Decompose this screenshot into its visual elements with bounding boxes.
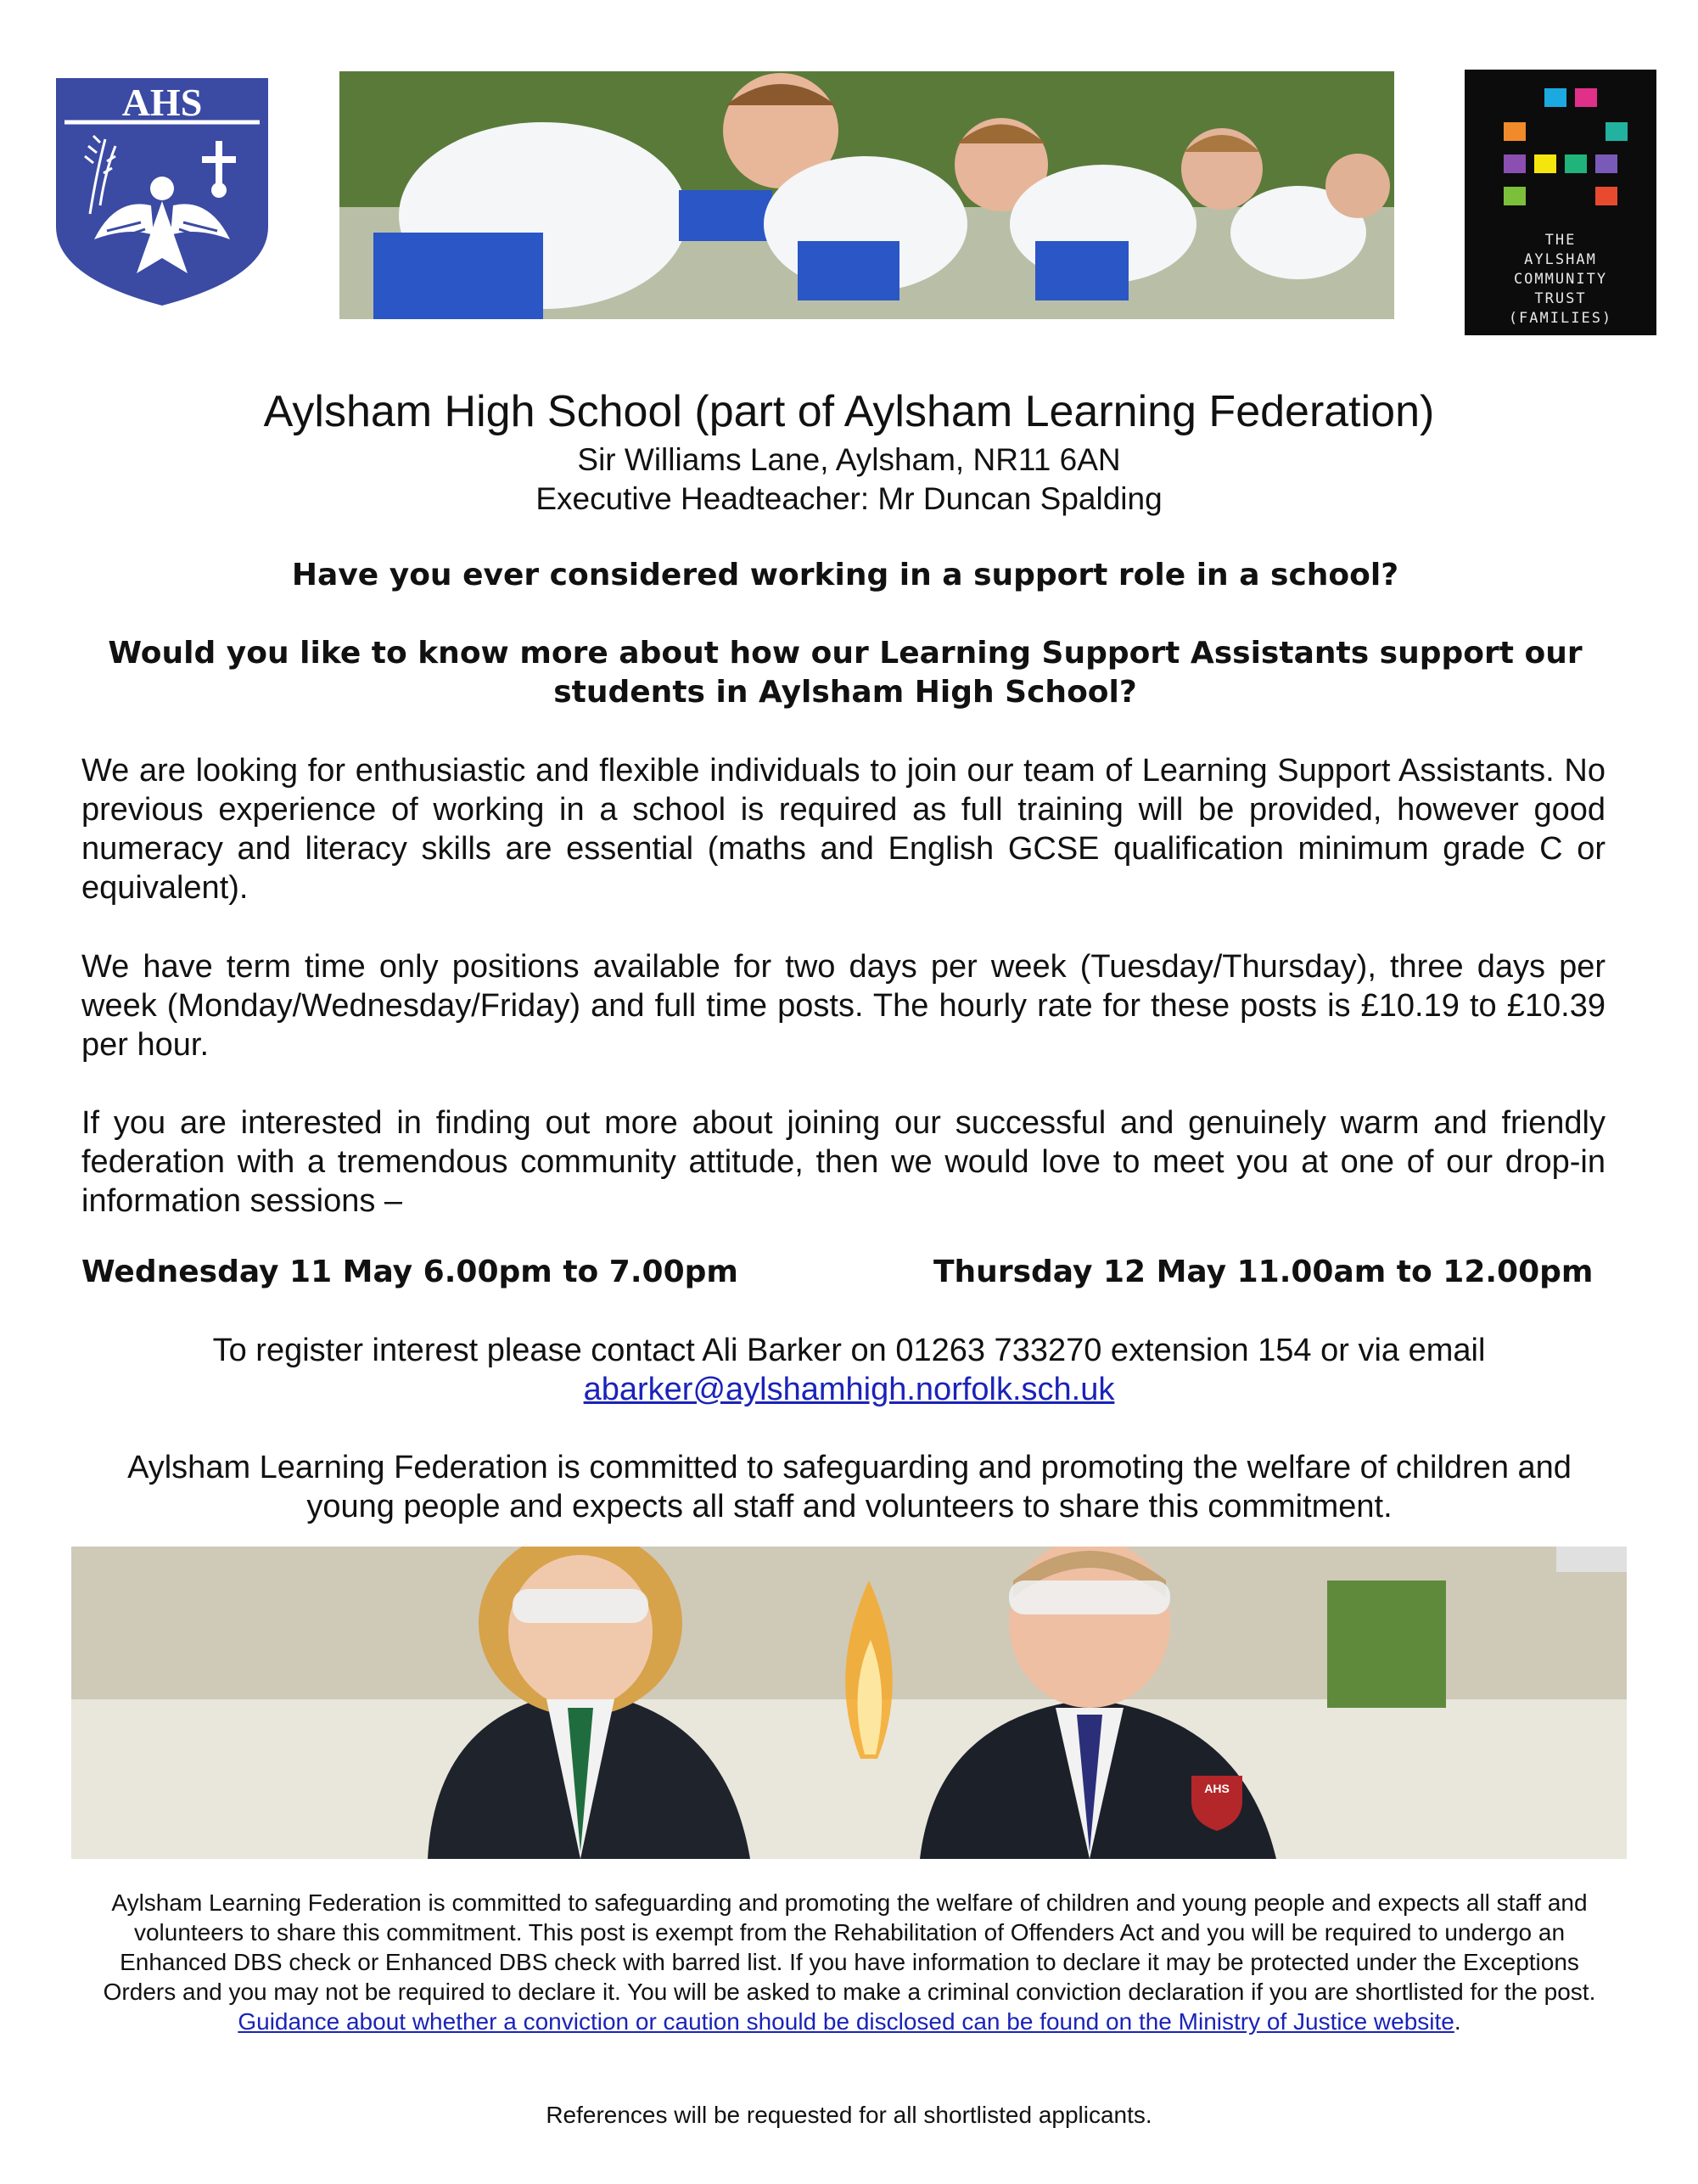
session-thursday: Thursday 12 May 11.00am to 12.00pm bbox=[933, 1255, 1594, 1289]
safeguarding-statement: Aylsham Learning Federation is committed to safeguarding and promoting the welfare of children and young people and expects all staff and volunteers to share this commitment. bbox=[127, 1450, 1572, 1524]
school-address: Sir Williams Lane, Aylsham, NR11 6AN bbox=[577, 442, 1121, 477]
contact-block bbox=[0, 1331, 1698, 1409]
community-trust-logo bbox=[1465, 70, 1656, 335]
school-crest-logo bbox=[56, 78, 268, 307]
paragraph-looking-for: We are looking for enthusiastic and flexible individuals to join our team of Learning Support Assistants. No previous experience of working in a school is required as full training will be provided, however good numeracy and literacy skills are essential (maths and English GCSE qualification minimum grade C or equivalent). bbox=[81, 753, 1606, 906]
footer-legal bbox=[81, 1888, 1617, 2036]
moj-guidance-link[interactable]: Guidance about whether a conviction or caution should be disclosed can be found on the Ministry of Justice website bbox=[238, 2008, 1454, 2035]
paragraph-interested: If you are interested in finding out more about joining our successful and genuinely warm and friendly federation with a tremendous community attitude, then we would love to meet you at one of our drop-in information sessions – bbox=[81, 1105, 1606, 1219]
headteacher: Executive Headteacher: Mr Duncan Spalding bbox=[535, 481, 1163, 516]
email-link[interactable]: abarker@aylshamhigh.norfolk.sch.uk bbox=[583, 1372, 1115, 1407]
contact-text: To register interest please contact Ali Barker on 01263 733270 extension 154 or via email bbox=[212, 1333, 1486, 1368]
sprint-start-photo bbox=[339, 71, 1394, 319]
trust-dots-icon bbox=[1495, 88, 1631, 216]
question-learning-support: Would you like to know more about how our Learning Support Assistants support our students in Aylsham High School? bbox=[108, 636, 1583, 710]
footer-text: Aylsham Learning Federation is committed to safeguarding and promoting the welfare of children and young people and expects all staff and volunteers to share this commitment. This post is exempt from the Rehabilitation of Offenders Act and you will be required to undergo an Enhanced DBS check or Enhanced DBS check with barred list. If you have information to declare it may be protected under the Exceptions Orders and you may not be required to declare it. You will be asked to make a criminal conviction declaration if you are shortlisted for the post. bbox=[103, 1889, 1596, 2005]
footer-end: . bbox=[1454, 2008, 1461, 2035]
page-title: Aylsham High School (part of Aylsham Learning Federation) bbox=[263, 387, 1435, 436]
paragraph-positions: We have term time only positions available for two days per week (Tuesday/Thursday), three days per week (Monday/Wednesday/Friday) and full time posts. The hourly rate for these posts is £10.19 to £10.39 per hour. bbox=[81, 949, 1606, 1063]
references-note: References will be requested for all shortlisted applicants. bbox=[546, 2102, 1152, 2128]
blazer-badge-text: AHS bbox=[1204, 1782, 1230, 1795]
session-wednesday: Wednesday 11 May 6.00pm to 7.00pm bbox=[81, 1255, 738, 1289]
question-support-role: Have you ever considered working in a support role in a school? bbox=[291, 558, 1399, 592]
science-lesson-photo bbox=[71, 1547, 1627, 1859]
trust-name: THE AYLSHAM COMMUNITY TRUST (FAMILIES) bbox=[1508, 232, 1613, 327]
crest-letters: AHS bbox=[121, 81, 203, 124]
